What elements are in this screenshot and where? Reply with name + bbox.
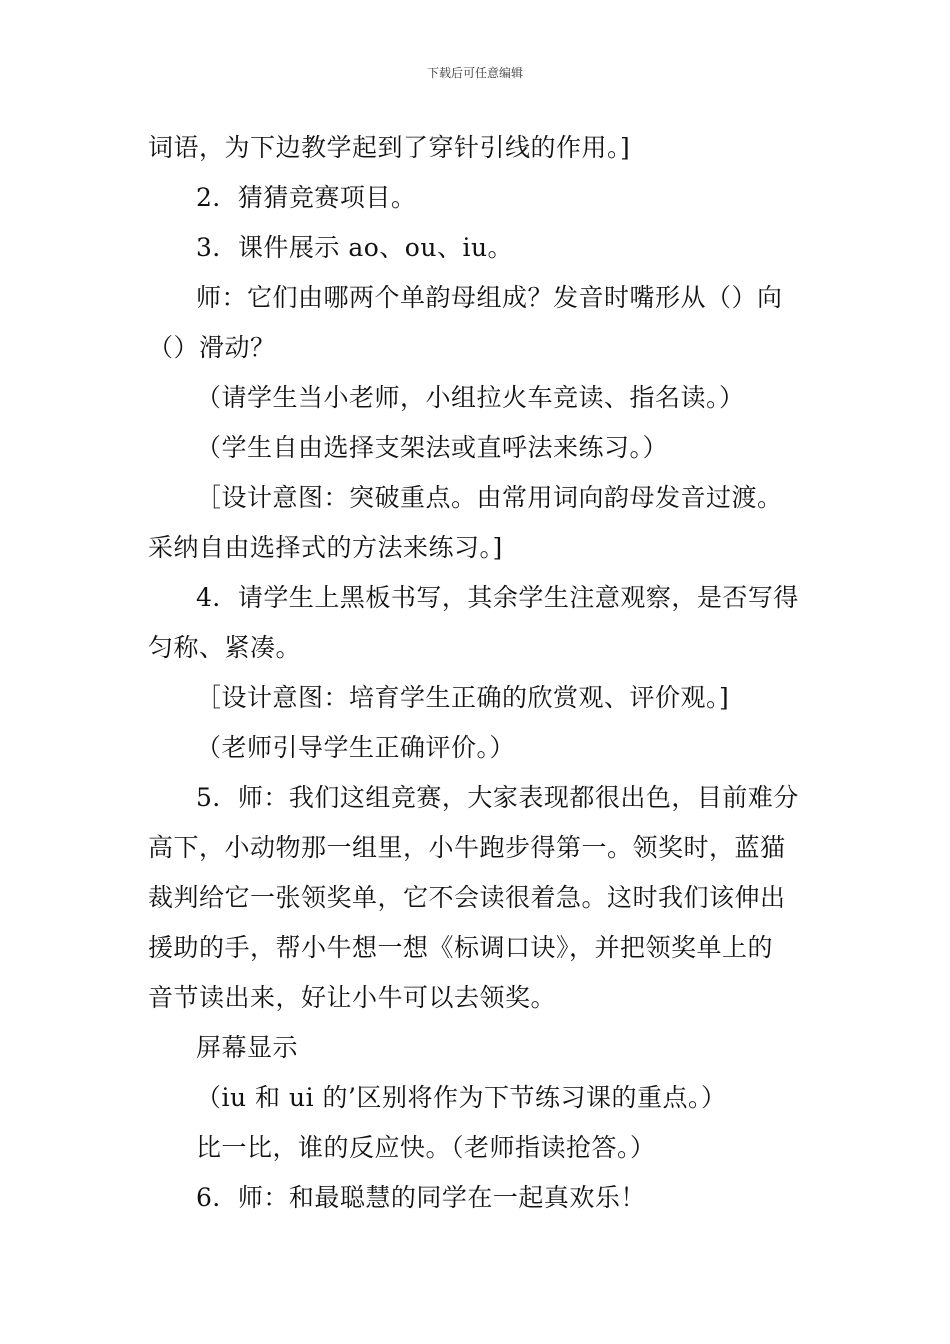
paragraph-line: ［设计意图：培育学生正确的欣赏观、评价观。] bbox=[196, 683, 730, 712]
paragraph-line: （）滑动？ bbox=[148, 333, 276, 362]
paragraph-line: 师：它们由哪两个单韵母组成？发音时嘴形从（）向 bbox=[196, 283, 783, 312]
paragraph-line: 屏幕显示 bbox=[196, 1033, 299, 1062]
paragraph-line: 匀称、紧凑。 bbox=[148, 633, 302, 662]
paragraph-line: 高下，小动物那一组里，小牛跑步得第一。领奖时，蓝猫 bbox=[148, 833, 786, 862]
paragraph-line: （请学生当小老师，小组拉火车竞读、指名读。） bbox=[196, 383, 745, 412]
paragraph-line: 5．师：我们这组竞赛，大家表现都很出色，目前难分 bbox=[196, 783, 799, 812]
paragraph-line: 4．请学生上黑板书写，其余学生注意观察，是否写得 bbox=[196, 583, 799, 612]
paragraph-line: （老师引导学生正确评价。） bbox=[196, 733, 516, 762]
paragraph-line: ［设计意图：突破重点。由常用词向韵母发音过渡。 bbox=[196, 483, 783, 512]
paragraph-line: 比一比，谁的反应快。（老师指读抢答。） bbox=[196, 1133, 656, 1162]
paragraph-line: 裁判给它一张领奖单，它不会读很着急。这时我们该伸出 bbox=[148, 883, 786, 912]
paragraph-line: 6．师：和最聪慧的同学在一起真欢乐！ bbox=[196, 1183, 646, 1212]
paragraph-line: 3．课件展示 ao、ou、iu。 bbox=[196, 233, 514, 262]
paragraph-line: 援助的手，帮小牛想一想《标调口诀》，并把领奖单上的 bbox=[148, 933, 774, 962]
paragraph-line: 音节读出来，好让小牛可以去领奖。 bbox=[148, 983, 557, 1012]
page-header: 下载后可任意编辑 bbox=[426, 66, 523, 80]
paragraph-line: 2．猜猜竞赛项目。 bbox=[196, 183, 417, 212]
paragraph-line: 词语，为下边教学起到了穿针引线的作用。] bbox=[148, 133, 631, 162]
paragraph-line: （iu 和 ui 的’区别将作为下节练习课的重点。） bbox=[196, 1083, 727, 1112]
paragraph-line: （学生自由选择支架法或直呼法来练习。） bbox=[196, 433, 669, 462]
paragraph-line: 采纳自由选择式的方法来练习。] bbox=[148, 533, 503, 562]
